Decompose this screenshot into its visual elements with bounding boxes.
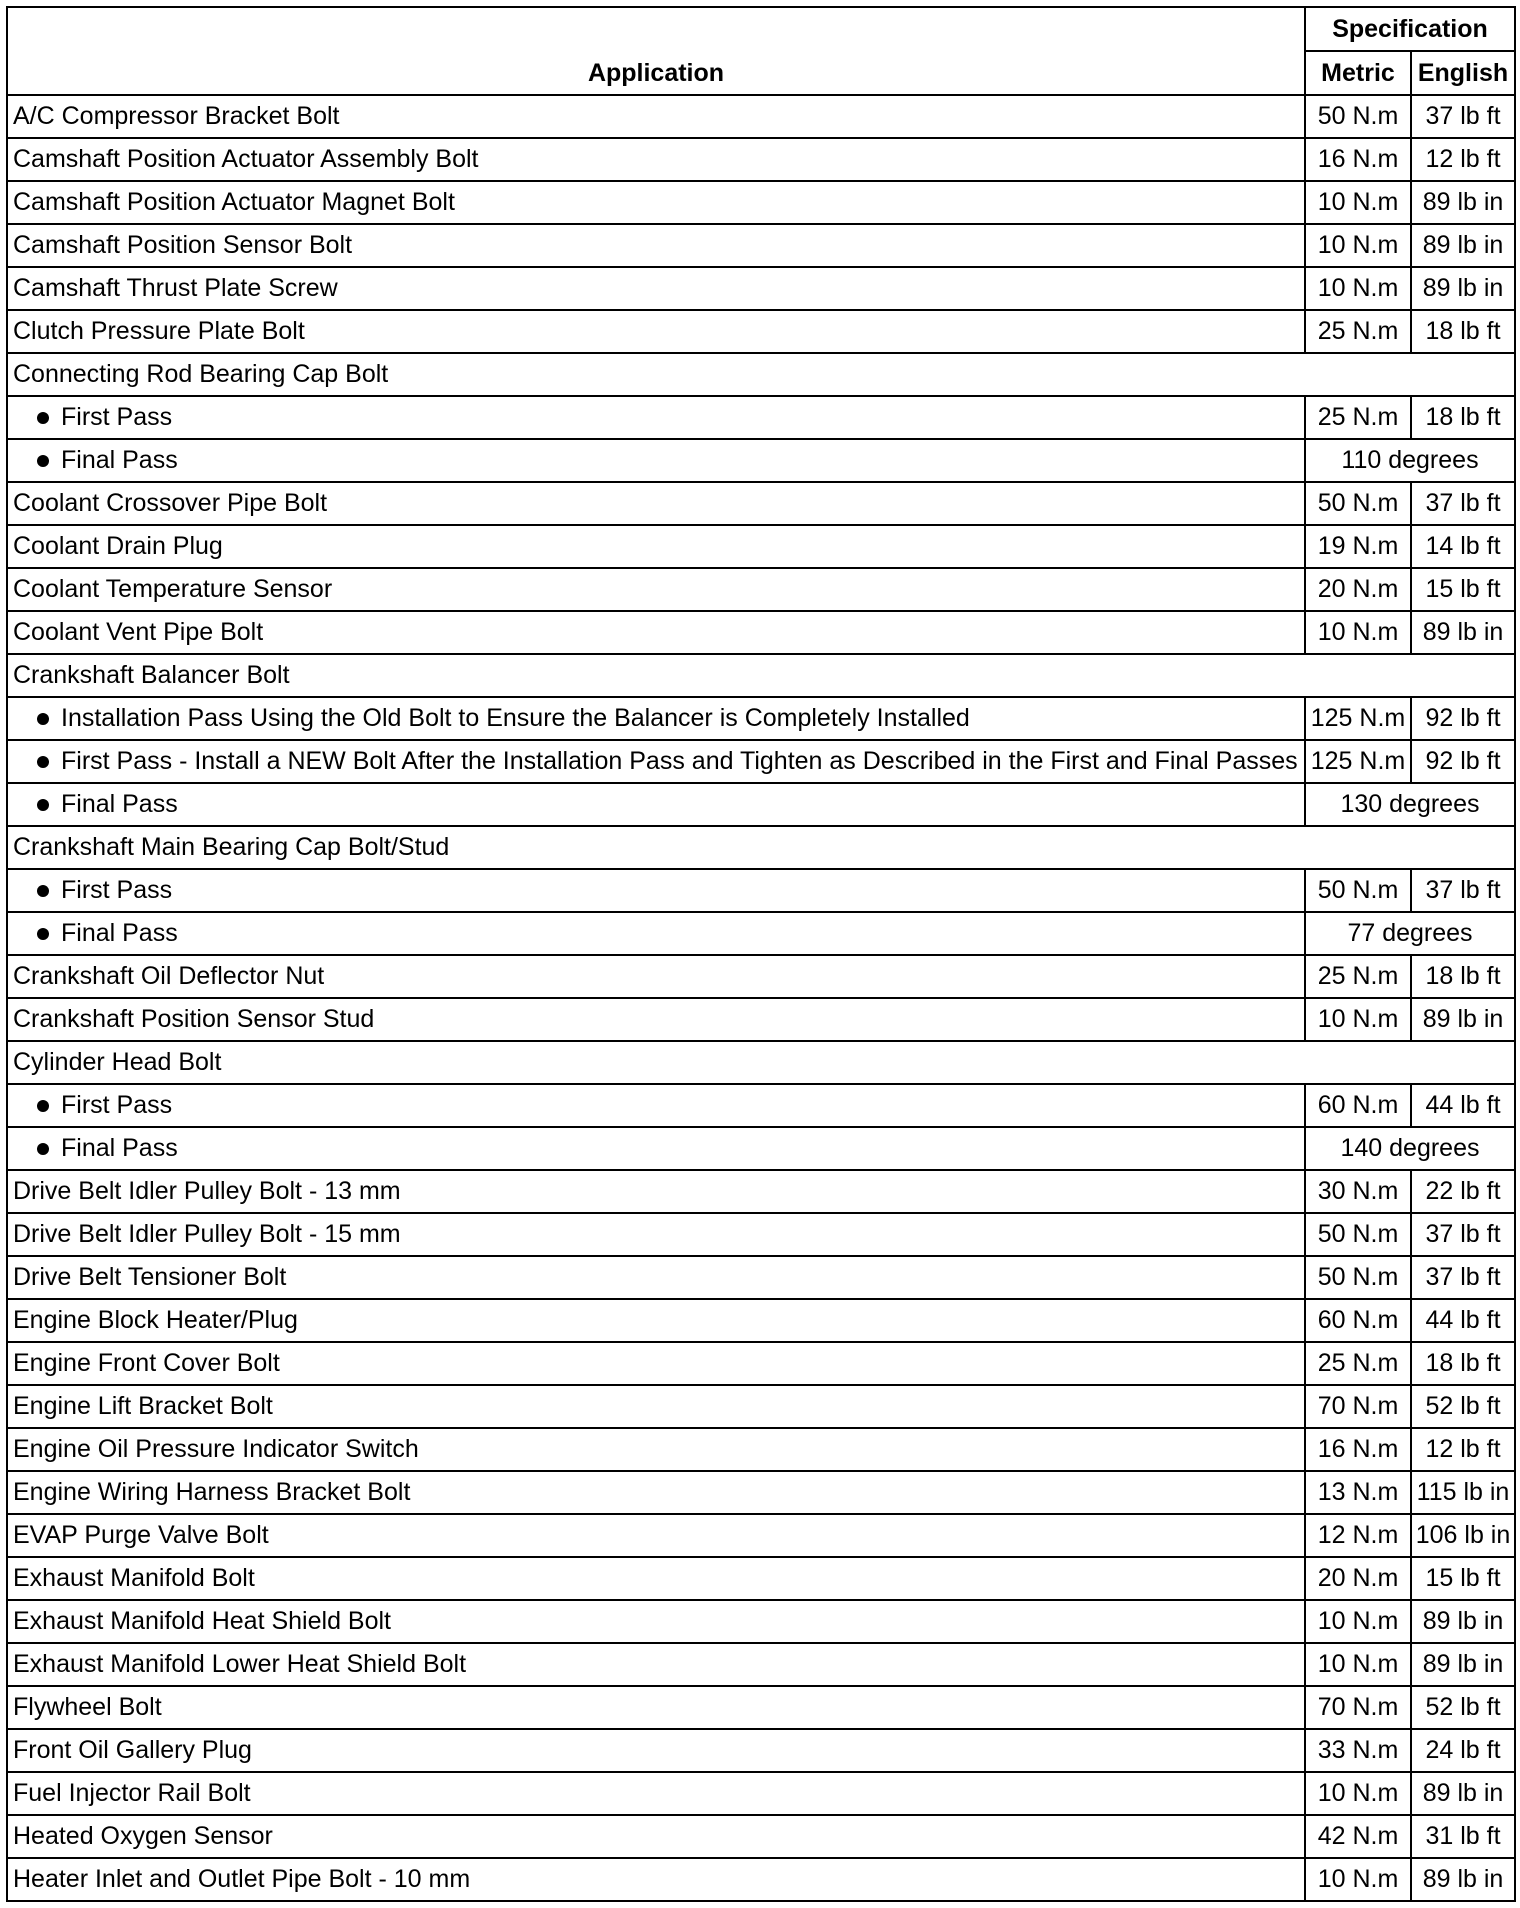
table-row bbox=[7, 267, 1515, 310]
table-row bbox=[7, 1471, 1515, 1514]
english-cell: 106 lb in bbox=[1411, 1514, 1515, 1557]
application-cell: Engine Wiring Harness Bracket Bolt bbox=[7, 1471, 1305, 1514]
step-label: Installation Pass Using the Old Bolt to Ensure the Balancer is Completely Installed bbox=[61, 704, 970, 732]
metric-cell: 42 N.m bbox=[1305, 1815, 1411, 1858]
application-cell: Heated Oxygen Sensor bbox=[7, 1815, 1305, 1858]
application-cell: Heater Inlet and Outlet Pipe Bolt - 10 mm bbox=[7, 1858, 1305, 1901]
bullet-icon bbox=[37, 412, 49, 424]
step-label: First Pass bbox=[61, 403, 173, 431]
metric-cell: 10 N.m bbox=[1305, 1772, 1411, 1815]
table-row bbox=[7, 1342, 1515, 1385]
application-cell bbox=[7, 740, 1305, 783]
table-row bbox=[7, 310, 1515, 353]
application-header: Application bbox=[7, 7, 1305, 95]
english-cell: 18 lb ft bbox=[1411, 955, 1515, 998]
metric-header: Metric bbox=[1305, 51, 1411, 95]
english-cell: 18 lb ft bbox=[1411, 310, 1515, 353]
table-row bbox=[7, 1213, 1515, 1256]
english-cell: 15 lb ft bbox=[1411, 568, 1515, 611]
application-cell: Front Oil Gallery Plug bbox=[7, 1729, 1305, 1772]
english-cell: 31 lb ft bbox=[1411, 1815, 1515, 1858]
english-cell: 37 lb ft bbox=[1411, 482, 1515, 525]
degrees-cell: 77 degrees bbox=[1305, 912, 1515, 955]
application-cell: Fuel Injector Rail Bolt bbox=[7, 1772, 1305, 1815]
english-cell: 115 lb in bbox=[1411, 1471, 1515, 1514]
metric-cell: 10 N.m bbox=[1305, 181, 1411, 224]
application-cell: Coolant Temperature Sensor bbox=[7, 568, 1305, 611]
english-cell: 22 lb ft bbox=[1411, 1170, 1515, 1213]
table-row bbox=[7, 1772, 1515, 1815]
metric-cell: 50 N.m bbox=[1305, 1256, 1411, 1299]
metric-cell: 60 N.m bbox=[1305, 1084, 1411, 1127]
metric-cell: 25 N.m bbox=[1305, 396, 1411, 439]
group-row bbox=[7, 654, 1515, 697]
degrees-cell: 110 degrees bbox=[1305, 439, 1515, 482]
table-row bbox=[7, 1557, 1515, 1600]
application-cell: Engine Oil Pressure Indicator Switch bbox=[7, 1428, 1305, 1471]
english-cell: 18 lb ft bbox=[1411, 396, 1515, 439]
application-cell: Clutch Pressure Plate Bolt bbox=[7, 310, 1305, 353]
english-cell: 44 lb ft bbox=[1411, 1299, 1515, 1342]
metric-cell: 10 N.m bbox=[1305, 1858, 1411, 1901]
english-cell: 89 lb in bbox=[1411, 1772, 1515, 1815]
english-cell: 52 lb ft bbox=[1411, 1686, 1515, 1729]
english-cell: 44 lb ft bbox=[1411, 1084, 1515, 1127]
application-cell: EVAP Purge Valve Bolt bbox=[7, 1514, 1305, 1557]
group-title-cell: Cylinder Head Bolt bbox=[7, 1041, 1515, 1084]
application-cell: Drive Belt Idler Pulley Bolt - 13 mm bbox=[7, 1170, 1305, 1213]
english-cell: 89 lb in bbox=[1411, 611, 1515, 654]
table-row bbox=[7, 1385, 1515, 1428]
metric-cell: 25 N.m bbox=[1305, 1342, 1411, 1385]
metric-cell: 30 N.m bbox=[1305, 1170, 1411, 1213]
application-cell: Camshaft Position Sensor Bolt bbox=[7, 224, 1305, 267]
english-cell: 24 lb ft bbox=[1411, 1729, 1515, 1772]
torque-spec-table bbox=[6, 6, 1516, 1902]
table-row bbox=[7, 697, 1515, 740]
step-label: Final Pass bbox=[61, 790, 178, 818]
english-cell: 89 lb in bbox=[1411, 1600, 1515, 1643]
table-row bbox=[7, 1643, 1515, 1686]
english-cell: 89 lb in bbox=[1411, 267, 1515, 310]
metric-cell: 70 N.m bbox=[1305, 1686, 1411, 1729]
bullet-icon bbox=[37, 885, 49, 897]
metric-cell: 12 N.m bbox=[1305, 1514, 1411, 1557]
metric-cell: 50 N.m bbox=[1305, 869, 1411, 912]
english-cell: 37 lb ft bbox=[1411, 95, 1515, 138]
table-row bbox=[7, 181, 1515, 224]
metric-cell: 125 N.m bbox=[1305, 740, 1411, 783]
application-cell: A/C Compressor Bracket Bolt bbox=[7, 95, 1305, 138]
step-label: First Pass - Install a NEW Bolt After the Installation Pass and Tighten as Described in the First and Final Passes bbox=[61, 747, 1298, 775]
table-row bbox=[7, 1256, 1515, 1299]
table-row bbox=[7, 224, 1515, 267]
table-row bbox=[7, 396, 1515, 439]
metric-cell: 10 N.m bbox=[1305, 224, 1411, 267]
english-cell: 12 lb ft bbox=[1411, 138, 1515, 181]
table-row bbox=[7, 1170, 1515, 1213]
english-cell: 18 lb ft bbox=[1411, 1342, 1515, 1385]
application-cell: Camshaft Position Actuator Assembly Bolt bbox=[7, 138, 1305, 181]
metric-cell: 60 N.m bbox=[1305, 1299, 1411, 1342]
table-row bbox=[7, 955, 1515, 998]
application-cell bbox=[7, 396, 1305, 439]
metric-cell: 16 N.m bbox=[1305, 1428, 1411, 1471]
metric-cell: 50 N.m bbox=[1305, 1213, 1411, 1256]
step-label: Final Pass bbox=[61, 1134, 178, 1162]
metric-cell: 10 N.m bbox=[1305, 267, 1411, 310]
metric-cell: 33 N.m bbox=[1305, 1729, 1411, 1772]
application-cell: Exhaust Manifold Heat Shield Bolt bbox=[7, 1600, 1305, 1643]
metric-cell: 10 N.m bbox=[1305, 998, 1411, 1041]
english-cell: 92 lb ft bbox=[1411, 697, 1515, 740]
application-cell: Coolant Drain Plug bbox=[7, 525, 1305, 568]
bullet-icon bbox=[37, 1143, 49, 1155]
metric-cell: 10 N.m bbox=[1305, 1600, 1411, 1643]
table-row bbox=[7, 611, 1515, 654]
english-cell: 52 lb ft bbox=[1411, 1385, 1515, 1428]
english-cell: 92 lb ft bbox=[1411, 740, 1515, 783]
table-row bbox=[7, 1299, 1515, 1342]
application-cell bbox=[7, 783, 1305, 826]
application-cell: Drive Belt Idler Pulley Bolt - 15 mm bbox=[7, 1213, 1305, 1256]
table-row bbox=[7, 869, 1515, 912]
application-cell bbox=[7, 912, 1305, 955]
english-cell: 89 lb in bbox=[1411, 998, 1515, 1041]
group-title-cell: Crankshaft Balancer Bolt bbox=[7, 654, 1515, 697]
table-row bbox=[7, 998, 1515, 1041]
table-row bbox=[7, 740, 1515, 783]
table-row bbox=[7, 525, 1515, 568]
degrees-cell: 130 degrees bbox=[1305, 783, 1515, 826]
bullet-icon bbox=[37, 1100, 49, 1112]
table-row bbox=[7, 1514, 1515, 1557]
group-row bbox=[7, 1041, 1515, 1084]
table-row bbox=[7, 1600, 1515, 1643]
bullet-icon bbox=[37, 799, 49, 811]
english-cell: 37 lb ft bbox=[1411, 1256, 1515, 1299]
english-cell: 12 lb ft bbox=[1411, 1428, 1515, 1471]
english-header: English bbox=[1411, 51, 1515, 95]
metric-cell: 13 N.m bbox=[1305, 1471, 1411, 1514]
application-cell: Flywheel Bolt bbox=[7, 1686, 1305, 1729]
application-cell bbox=[7, 1127, 1305, 1170]
metric-cell: 50 N.m bbox=[1305, 482, 1411, 525]
step-label: First Pass bbox=[61, 876, 173, 904]
application-cell: Camshaft Position Actuator Magnet Bolt bbox=[7, 181, 1305, 224]
application-cell bbox=[7, 697, 1305, 740]
group-row bbox=[7, 826, 1515, 869]
bullet-icon bbox=[37, 756, 49, 768]
table-row bbox=[7, 1815, 1515, 1858]
metric-cell: 16 N.m bbox=[1305, 138, 1411, 181]
application-cell: Coolant Vent Pipe Bolt bbox=[7, 611, 1305, 654]
application-cell: Engine Lift Bracket Bolt bbox=[7, 1385, 1305, 1428]
group-title-cell: Crankshaft Main Bearing Cap Bolt/Stud bbox=[7, 826, 1515, 869]
table-row bbox=[7, 138, 1515, 181]
metric-cell: 20 N.m bbox=[1305, 568, 1411, 611]
application-cell: Crankshaft Position Sensor Stud bbox=[7, 998, 1305, 1041]
group-row bbox=[7, 353, 1515, 396]
table-row bbox=[7, 783, 1515, 826]
table-row bbox=[7, 439, 1515, 482]
group-title-cell: Connecting Rod Bearing Cap Bolt bbox=[7, 353, 1515, 396]
application-cell: Exhaust Manifold Lower Heat Shield Bolt bbox=[7, 1643, 1305, 1686]
application-cell: Coolant Crossover Pipe Bolt bbox=[7, 482, 1305, 525]
step-label: Final Pass bbox=[61, 919, 178, 947]
step-label: First Pass bbox=[61, 1091, 173, 1119]
bullet-icon bbox=[37, 713, 49, 725]
application-cell: Engine Front Cover Bolt bbox=[7, 1342, 1305, 1385]
english-cell: 37 lb ft bbox=[1411, 869, 1515, 912]
english-cell: 89 lb in bbox=[1411, 181, 1515, 224]
table-row bbox=[7, 482, 1515, 525]
english-cell: 89 lb in bbox=[1411, 224, 1515, 267]
table-row bbox=[7, 1084, 1515, 1127]
english-cell: 89 lb in bbox=[1411, 1858, 1515, 1901]
metric-cell: 125 N.m bbox=[1305, 697, 1411, 740]
metric-cell: 10 N.m bbox=[1305, 1643, 1411, 1686]
table-row bbox=[7, 1127, 1515, 1170]
degrees-cell: 140 degrees bbox=[1305, 1127, 1515, 1170]
bullet-icon bbox=[37, 455, 49, 467]
metric-cell: 25 N.m bbox=[1305, 310, 1411, 353]
table-row bbox=[7, 1858, 1515, 1901]
application-cell bbox=[7, 1084, 1305, 1127]
table-row bbox=[7, 95, 1515, 138]
english-cell: 37 lb ft bbox=[1411, 1213, 1515, 1256]
application-cell: Engine Block Heater/Plug bbox=[7, 1299, 1305, 1342]
specification-header: Specification bbox=[1305, 7, 1515, 51]
table-row bbox=[7, 912, 1515, 955]
application-cell: Exhaust Manifold Bolt bbox=[7, 1557, 1305, 1600]
application-cell bbox=[7, 439, 1305, 482]
step-label: Final Pass bbox=[61, 446, 178, 474]
metric-cell: 70 N.m bbox=[1305, 1385, 1411, 1428]
application-cell bbox=[7, 869, 1305, 912]
application-cell: Drive Belt Tensioner Bolt bbox=[7, 1256, 1305, 1299]
table-row bbox=[7, 1729, 1515, 1772]
table-row bbox=[7, 568, 1515, 611]
metric-cell: 50 N.m bbox=[1305, 95, 1411, 138]
table-row bbox=[7, 1428, 1515, 1471]
table-row bbox=[7, 1686, 1515, 1729]
english-cell: 14 lb ft bbox=[1411, 525, 1515, 568]
metric-cell: 10 N.m bbox=[1305, 611, 1411, 654]
metric-cell: 20 N.m bbox=[1305, 1557, 1411, 1600]
bullet-icon bbox=[37, 928, 49, 940]
metric-cell: 25 N.m bbox=[1305, 955, 1411, 998]
metric-cell: 19 N.m bbox=[1305, 525, 1411, 568]
application-cell: Camshaft Thrust Plate Screw bbox=[7, 267, 1305, 310]
english-cell: 15 lb ft bbox=[1411, 1557, 1515, 1600]
english-cell: 89 lb in bbox=[1411, 1643, 1515, 1686]
application-cell: Crankshaft Oil Deflector Nut bbox=[7, 955, 1305, 998]
